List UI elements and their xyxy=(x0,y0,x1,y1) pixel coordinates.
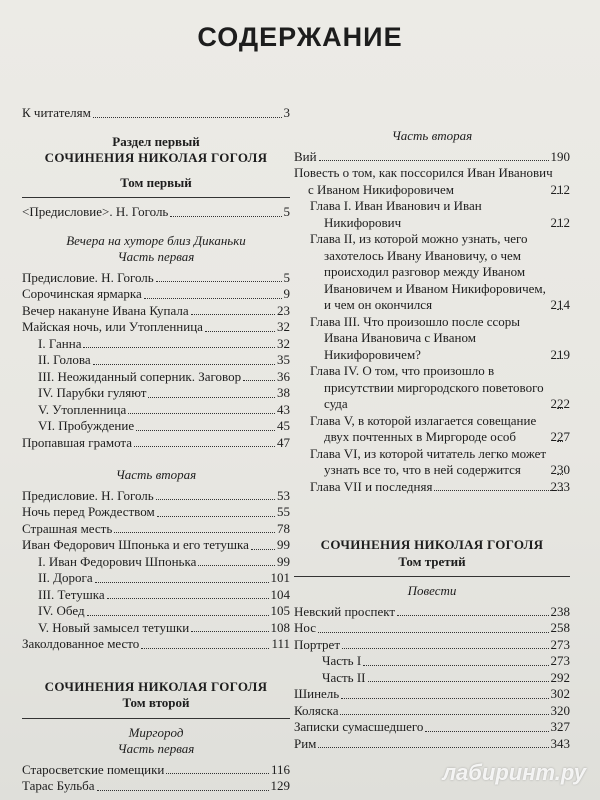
leader-dots xyxy=(251,549,275,550)
toc-entry xyxy=(22,778,290,795)
toc-entry xyxy=(310,314,570,364)
page-number: 292 xyxy=(550,669,570,685)
toc-entry: Повесть о том, как поссорился Иван Иванович с Иваном Никифоровичем 212 xyxy=(294,165,570,197)
divider xyxy=(294,576,570,577)
part-heading: Часть вторая xyxy=(115,467,197,482)
leader-dots xyxy=(191,314,275,315)
page-number: 273 xyxy=(550,653,570,668)
toc-entry xyxy=(38,352,290,369)
section-heading: Раздел первый xyxy=(112,133,200,149)
leader-dots xyxy=(425,731,548,732)
page-number: 105 xyxy=(270,603,290,618)
page-number: 212 xyxy=(550,214,570,230)
page-number: 320 xyxy=(550,702,570,718)
leader-dots xyxy=(340,714,548,715)
page-number: 233 xyxy=(550,478,570,494)
toc-entry xyxy=(294,620,570,637)
volume-heading: Том первый xyxy=(120,174,192,190)
entry-title: Рим xyxy=(294,735,317,751)
page-number: 214 xyxy=(550,297,570,312)
page-number: 108 xyxy=(270,619,290,635)
leader-dots xyxy=(191,631,268,632)
entry-title: Глава I. Иван Иванович и Иван Никифорович xyxy=(310,198,482,230)
toc-entry xyxy=(22,286,290,303)
page-number: 227 xyxy=(550,429,570,444)
entry-title: II. Голова xyxy=(38,352,91,367)
entry-title: Записки сумасшедшего xyxy=(294,719,424,734)
leader-dots xyxy=(157,516,275,517)
page-number: 273 xyxy=(550,636,570,652)
page-number: 327 xyxy=(550,719,570,734)
leader-dots xyxy=(318,747,548,748)
entry-title: Глава VII и последняя xyxy=(310,478,433,494)
page-number: 55 xyxy=(277,504,290,519)
toc-entry: <Предисловие>. Н. Гоголь 5 xyxy=(22,204,290,219)
toc-entry xyxy=(38,570,290,587)
page-number: 258 xyxy=(550,620,570,635)
toc-entry xyxy=(38,418,290,435)
toc-entry xyxy=(310,231,570,314)
page-number: 23 xyxy=(277,302,290,318)
entry-title: Иван Федорович Шпонька и его тетушка xyxy=(22,537,249,552)
entry-title: I. Ганна xyxy=(38,335,82,351)
entry-title: VI. Пробуждение xyxy=(38,418,135,433)
toc-entry xyxy=(22,303,290,320)
part-heading: Часть первая xyxy=(117,249,195,264)
entry-title: IV. Обед xyxy=(38,603,85,618)
divider xyxy=(22,197,290,198)
page-number: 36 xyxy=(277,368,290,384)
toc-entry xyxy=(38,620,290,637)
entry-title: Майская ночь, или Утопленница xyxy=(22,319,203,334)
toc-entry xyxy=(294,686,570,703)
toc-entry xyxy=(310,363,570,413)
entry-title: Нос xyxy=(294,620,316,635)
leader-dots xyxy=(341,698,548,699)
page-number: 32 xyxy=(277,335,290,351)
toc-entry xyxy=(294,637,570,654)
toc-entry xyxy=(294,604,570,621)
leader-dots xyxy=(95,582,269,583)
volume-heading: Том третий xyxy=(398,553,466,569)
page-number: 104 xyxy=(270,586,290,602)
leader-dots xyxy=(318,632,549,633)
entry-title: V. Новый замысел тетушки xyxy=(38,619,190,635)
page-number: 230 xyxy=(550,462,570,477)
toc-entry xyxy=(322,670,570,687)
entry-title: III. Тетушка xyxy=(38,586,105,602)
leader-dots xyxy=(136,430,275,431)
entry-title: Страшная месть xyxy=(22,520,113,536)
page-number: 222 xyxy=(550,396,570,411)
cycle-heading: Вечера на хуторе близ Диканьки xyxy=(66,232,246,248)
toc-entry xyxy=(322,653,570,670)
leader-dots xyxy=(434,490,562,491)
toc-entry xyxy=(38,603,290,620)
toc-entry xyxy=(38,402,290,419)
toc-entry xyxy=(38,554,290,571)
leader-dots xyxy=(156,281,282,282)
toc-entry xyxy=(310,413,570,446)
works-heading: СОЧИНЕНИЯ НИКОЛАЯ ГОГОЛЯ xyxy=(44,678,268,694)
works-heading: СОЧИНЕНИЯ НИКОЛАЯ ГОГОЛЯ xyxy=(320,537,544,552)
leader-dots xyxy=(107,598,269,599)
toc-entry xyxy=(310,198,570,231)
toc-entry xyxy=(38,587,290,604)
toc-entry xyxy=(310,479,570,496)
page-number: 32 xyxy=(277,319,290,334)
page-number: 9 xyxy=(283,286,290,301)
page-number: 343 xyxy=(550,735,570,751)
entry-title: Глава IV. О том, что произошло в присутствии миргородского поветового суда xyxy=(310,363,544,411)
toc-entry: Вий 190 xyxy=(294,148,570,164)
entry-title: Глава III. Что произошло после ссоры Ивана Ивановича с Иваном Никифоровичем? xyxy=(310,313,521,362)
entry-title: III. Неожиданный соперник. Заговор xyxy=(38,368,242,384)
page-number: 302 xyxy=(550,686,570,701)
entry-title: Портрет xyxy=(294,636,341,652)
page-number: 99 xyxy=(277,537,290,552)
part-heading: Часть вторая xyxy=(391,128,473,143)
leader-dots xyxy=(97,790,269,791)
page-number: 38 xyxy=(277,385,290,400)
leader-dots xyxy=(368,681,549,682)
cycle-heading: Повести xyxy=(407,583,457,598)
page-number: 45 xyxy=(277,418,290,433)
page-number: 78 xyxy=(277,520,290,536)
toc-entry xyxy=(38,369,290,386)
toc-entry xyxy=(22,762,290,779)
toc-entry xyxy=(38,336,290,353)
entry-title: Коляска xyxy=(294,702,339,718)
part-heading: Часть первая xyxy=(117,741,195,756)
volume-heading: Том второй xyxy=(122,695,190,710)
page-number: 53 xyxy=(277,487,290,503)
toc-entry: К читателям 3 xyxy=(22,105,290,120)
page-number: 5 xyxy=(283,269,290,285)
toc-entry xyxy=(22,488,290,505)
entry-title: Невский проспект xyxy=(294,603,396,619)
toc-entry xyxy=(294,736,570,753)
entry-title: IV. Парубки гуляют xyxy=(38,385,147,400)
leader-dots xyxy=(363,665,548,666)
entry-title: Глава VI, из которой читатель легко может узнать все то, что в ней содержится xyxy=(310,445,547,477)
page-title: СОДЕРЖАНИЕ xyxy=(197,22,403,52)
toc-entry xyxy=(38,385,290,402)
leader-dots xyxy=(342,648,548,649)
page-number: 238 xyxy=(550,603,570,619)
page-number: 129 xyxy=(270,778,290,793)
leader-dots xyxy=(87,615,269,616)
toc-entry xyxy=(294,703,570,720)
entry-title: Сорочинская ярмарка xyxy=(22,286,142,301)
toc-entry xyxy=(22,270,290,287)
page-number: 116 xyxy=(270,761,290,777)
entry-title: Вечер накануне Ивана Купала xyxy=(22,302,189,318)
leader-dots xyxy=(198,565,275,566)
leader-dots xyxy=(93,364,275,365)
toc-entry xyxy=(22,504,290,521)
entry-title: Тарас Бульба xyxy=(22,778,95,793)
divider xyxy=(22,718,290,719)
entry-title: II. Дорога xyxy=(38,570,93,585)
entry-title: Предисловие. Н. Гоголь xyxy=(22,269,154,285)
toc-entry: Пропавшая грамота 47 xyxy=(22,434,290,450)
leader-dots xyxy=(114,532,275,533)
toc-left-column xyxy=(22,105,290,795)
cycle-heading: Миргород xyxy=(128,724,184,740)
page-number: 35 xyxy=(277,352,290,367)
toc-entry xyxy=(22,319,290,336)
entry-title: Часть I xyxy=(322,653,362,668)
toc-entry xyxy=(310,446,570,479)
watermark-logo: лабиринт.ру xyxy=(442,760,586,785)
entry-title: Глава V, в которой излагается совещание двух почтенных в Миргороде особ xyxy=(310,412,537,444)
page-number: 101 xyxy=(270,570,290,585)
leader-dots xyxy=(166,773,269,774)
leader-dots xyxy=(205,331,275,332)
leader-dots xyxy=(148,397,275,398)
toc-right-column xyxy=(294,128,570,752)
leader-dots xyxy=(144,298,282,299)
entry-title: Предисловие. Н. Гоголь xyxy=(22,487,154,503)
leader-dots xyxy=(128,413,275,414)
entry-title: V. Утопленница xyxy=(38,401,127,417)
toc-entry xyxy=(22,521,290,538)
entry-title: Старосветские помещики xyxy=(22,761,165,777)
leader-dots xyxy=(83,347,275,348)
page-number: 99 xyxy=(277,553,290,569)
toc-entry: Заколдованное место 111 xyxy=(22,636,290,651)
entry-title: I. Иван Федорович Шпонька xyxy=(38,553,197,569)
entry-title: Ночь перед Рождеством xyxy=(22,504,155,519)
show-through-text xyxy=(305,60,585,120)
leader-dots xyxy=(243,380,275,381)
entry-title: Глава II, из которой можно узнать, чего захотелось Ивану Ивановичу, о чем происходил разговор между Иваном Ивановичем и Иваном Никифоровичем, и чем он окончился xyxy=(310,231,546,312)
leader-dots xyxy=(397,615,548,616)
page-number: 219 xyxy=(550,346,570,362)
entry-title: Часть II xyxy=(322,669,366,685)
works-heading: СОЧИНЕНИЯ НИКОЛАЯ ГОГОЛЯ xyxy=(44,150,268,165)
leader-dots xyxy=(156,499,275,500)
entry-title: Шинель xyxy=(294,686,340,701)
toc-entry xyxy=(294,719,570,736)
toc-entry xyxy=(22,537,290,554)
page-number: 43 xyxy=(277,401,290,417)
